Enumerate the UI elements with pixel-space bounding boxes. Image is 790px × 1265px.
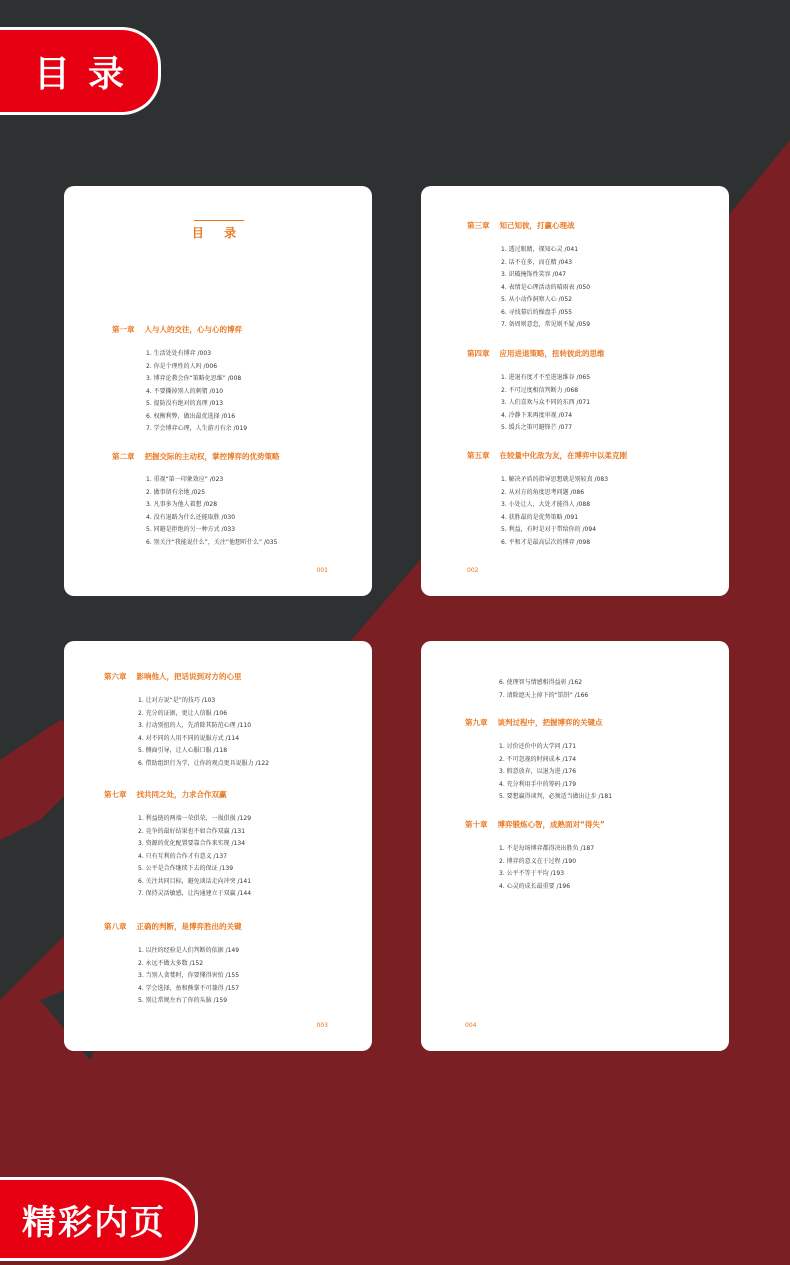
chapter-items	[499, 677, 588, 702]
list-item: 3. 识破掩饰性笑容 /047	[501, 271, 567, 278]
list-item: 2. 不可忽视的时间成本 /174	[499, 755, 577, 763]
chapter-items	[138, 945, 239, 1008]
list-item: 5. 别让常规左右了你的头脑 /159	[138, 997, 228, 1004]
list-item: 6. 使理智与情感相得益彰 /162	[499, 679, 583, 686]
list-item: 5. 从小动作洞察人心 /052	[501, 296, 573, 303]
chapter-items	[146, 474, 277, 549]
list-item: 6. 权衡利弊，做出最优选择 /016	[146, 412, 236, 420]
list-item: 7. 保持灵活敏感，让沟通建立于双赢 /144	[138, 890, 252, 897]
list-item: 7. 备周则意怠，常见则不疑 /059	[501, 321, 591, 328]
list-item: 6. 寻找幕后的操盘手 /055	[501, 308, 573, 316]
list-item: 3. 公平不等于平均 /193	[499, 870, 565, 877]
chapter-heading: 第八章 正确的判断，是博弈胜出的关键	[104, 922, 242, 931]
chapter-items	[138, 695, 269, 770]
toc-page-4	[421, 641, 729, 1051]
list-item: 1. 重视“第一印象效应” /023	[146, 476, 224, 483]
list-item: 3. 小处让人，大处才能得人 /088	[501, 501, 591, 508]
list-item: 5. 侧面引导，让人心服口服 /118	[138, 747, 228, 754]
page-number: 001	[316, 567, 328, 574]
list-item: 4. 冷静下来再度审视 /074	[501, 411, 573, 419]
chapter-heading: 第四章 应用进退策略，扭转彼此的思维	[467, 349, 605, 358]
list-item: 5. 公平是合作继续下去的保证 /139	[138, 865, 234, 872]
list-item: 3. 凡事多为他人着想 /028	[146, 501, 218, 508]
list-item: 1. 利益链的两端一荣俱荣，一损俱损 /129	[138, 815, 252, 822]
list-item: 5. 利益，有时是对于带给你的 /094	[501, 526, 597, 533]
chapter-items	[501, 372, 590, 435]
list-item: 2. 从对方的角度思考问题 /086	[501, 488, 585, 496]
list-item: 2. 充分的证据，更让人信服 /106	[138, 709, 228, 717]
list-item: 3. 当别人贪婪时，你要懂得害怕 /155	[138, 972, 240, 979]
toc-page-3	[64, 641, 372, 1051]
chapter-heading: 第一章 人与人的交往，心与心的博弈	[112, 325, 242, 334]
page-title: 目 录	[191, 226, 245, 240]
list-item: 2. 做事留有余地 /025	[146, 488, 206, 496]
chapter-heading: 第十章 博弈锻炼心智，成熟面对“得失”	[465, 820, 605, 829]
list-item: 1. 解决矛盾的指导思想就是别较真 /083	[501, 476, 609, 483]
list-item: 2. 竞争的最好结果也不如合作双赢 /131	[138, 827, 246, 835]
page-number: 002	[467, 567, 479, 574]
list-item: 5. 要想赢得谈判，必须适当做出让步 /181	[499, 793, 613, 800]
list-item: 3. 假意放弃，以退为进 /176	[499, 768, 577, 775]
list-item: 6. 借助组织行为学，让你的观点更具说服力 /122	[138, 759, 270, 767]
list-item: 5. 提防没有绝对的真理 /013	[146, 400, 224, 407]
list-item: 2. 你是个理性的人吗 /006	[146, 362, 218, 370]
chapter-items	[501, 244, 590, 332]
chapter-items	[501, 474, 608, 549]
list-item: 6. 别关注“我能说什么”，关注“他想听什么” /035	[146, 538, 278, 546]
list-item: 1. 透过眼睛，探知心灵 /041	[501, 246, 579, 253]
list-item: 6. 关注共同目标，避免谈话走向冲突 /141	[138, 877, 252, 885]
list-item: 4. 不要撕掉别人的刺猬 /010	[146, 387, 224, 395]
list-item: 7. 学会博弈心理，人生游刃有余 /019	[146, 425, 248, 432]
list-item: 4. 心灵的成长最重要 /196	[499, 882, 571, 890]
toc-page-2	[421, 186, 729, 596]
chapter-items	[146, 348, 247, 436]
page-number: 003	[316, 1022, 328, 1029]
list-item: 5. 缓兵之策可避锋芒 /077	[501, 424, 573, 431]
section-tag-contents: 目录	[0, 30, 158, 112]
list-item: 3. 人们喜欢与众不同的东西 /071	[501, 399, 591, 406]
list-item: 1. 生活处处有博弈 /003	[146, 350, 212, 357]
list-item: 4. 学会选择，鱼和熊掌不可兼得 /157	[138, 984, 240, 992]
chapter-heading: 第二章 把握交际的主动权，掌控博弈的优势策略	[112, 452, 280, 461]
list-item: 1. 以往的经验是人们判断的依据 /149	[138, 947, 240, 954]
list-item: 6. 平和才是最高层次的博弈 /098	[501, 538, 591, 546]
list-item: 2. 不可过度相信判断力 /068	[501, 386, 579, 394]
list-item: 4. 对不同的人用不同的说服方式 /114	[138, 734, 240, 742]
chapter-heading: 第三章 知己知彼，打赢心理战	[467, 221, 575, 230]
page-number: 004	[465, 1022, 477, 1029]
list-item: 5. 同避是拒绝的另一种方式 /033	[146, 526, 236, 533]
list-item: 3. 资源的优化配置要靠合作来实现 /134	[138, 840, 246, 847]
chapter-heading: 第九章 谈判过程中，把握博弈的关键点	[465, 718, 603, 727]
list-item: 4. 只有互利的合作才有意义 /137	[138, 852, 228, 860]
list-item: 4. 表情是心理活动的晴雨表 /050	[501, 283, 591, 291]
chapter-items	[138, 813, 251, 901]
chapter-heading: 第七章 找共同之处，力求合作双赢	[104, 790, 227, 799]
list-item: 4. 获胜最的是优势策略 /091	[501, 513, 579, 521]
list-item: 2. 永远不做大多数 /152	[138, 959, 204, 967]
list-item: 1. 让对方说“是”的技巧 /103	[138, 697, 216, 704]
toc-page-1	[64, 186, 372, 596]
chapter-heading: 第五章 在较量中化敌为友，在博弈中以柔克刚	[467, 451, 627, 460]
list-item: 7. 请除遮天上掉下的“馅饼” /166	[499, 691, 589, 699]
list-item: 1. 不是每场博弈都得决出胜负 /187	[499, 845, 595, 852]
chapter-items	[499, 843, 594, 893]
list-item: 3. 打动别扭的人，先消除其防范心理 /110	[138, 722, 252, 729]
list-item: 2. 话不在多，而在精 /043	[501, 258, 573, 266]
title-rule	[194, 220, 244, 221]
list-item: 4. 没有退路为什么还能取胜 /030	[146, 513, 236, 521]
chapter-heading: 第六章 影响他人，把话说到对方的心里	[104, 672, 242, 681]
list-item: 1. 进退有度才不至进退维谷 /065	[501, 374, 591, 381]
list-item: 3. 博弈论教会你“策略化思维” /008	[146, 375, 242, 382]
section-tag-pages: 精彩内页	[0, 1180, 195, 1258]
list-item: 1. 讨价还价中的大学问 /171	[499, 743, 577, 750]
chapter-items	[499, 741, 612, 804]
list-item: 4. 充分利用手中的筹码 /179	[499, 780, 577, 788]
list-item: 2. 博弈的意义在于过程 /190	[499, 857, 577, 865]
